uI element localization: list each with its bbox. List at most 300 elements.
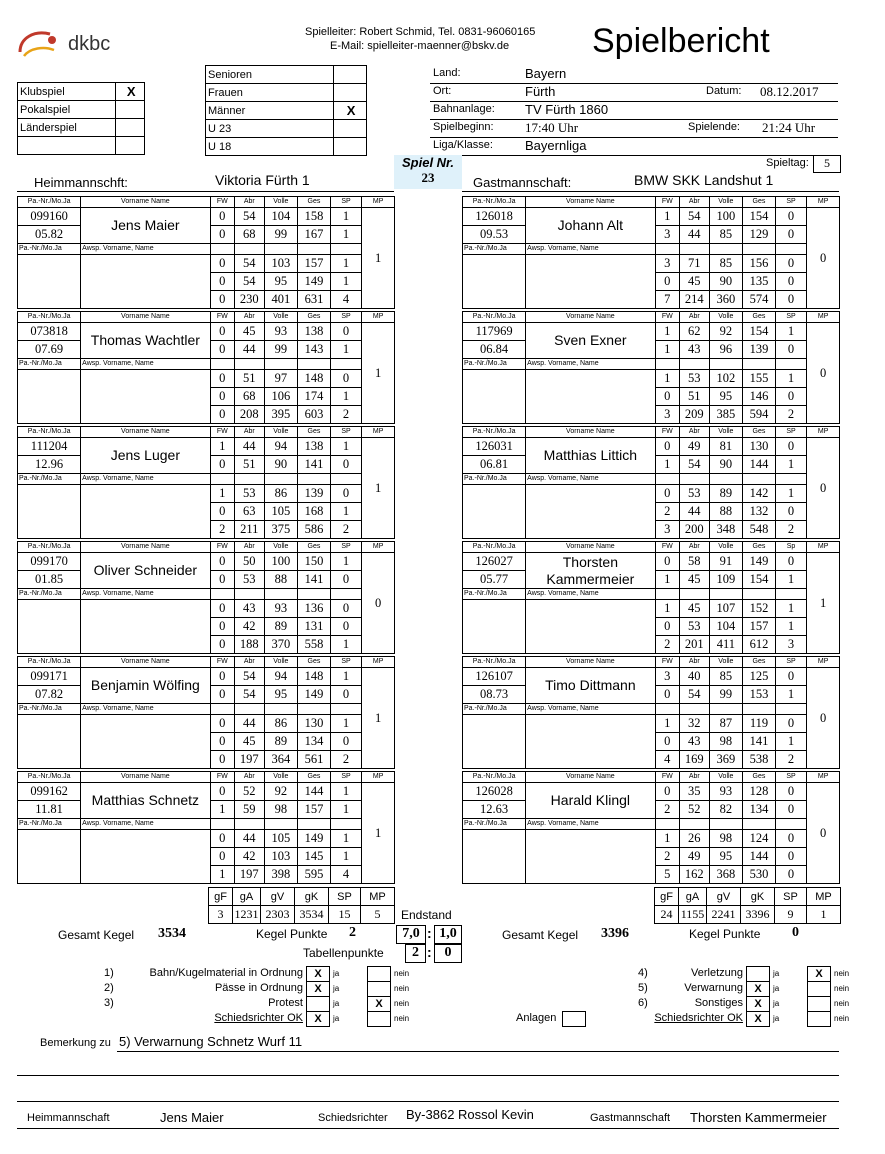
total-header: gV — [707, 888, 741, 906]
score-cell: 128 — [743, 783, 776, 801]
nein-label: nein — [834, 984, 850, 993]
score-cell: 82 — [709, 801, 743, 819]
guest-team-label: Gastmannschaft: — [473, 175, 572, 190]
score-cell: 0 — [210, 341, 234, 359]
footer-schieds-label: Schiedsrichter — [318, 1112, 388, 1124]
dkbc-logo — [16, 26, 116, 62]
score-cell: 558 — [298, 636, 331, 654]
score-cell: 98 — [709, 733, 743, 751]
ende-label: Spielende: — [688, 121, 740, 133]
home-player-block — [17, 541, 395, 654]
home-player-block — [17, 656, 395, 769]
pa-header: Pa.-Nr./Mo.Ja — [463, 704, 526, 715]
score-cell: 0 — [775, 715, 807, 733]
score-cell: 95 — [264, 686, 298, 704]
mp-header: MP — [362, 542, 395, 553]
name-header: Vorname Name — [81, 197, 210, 208]
substitute-name — [526, 600, 655, 654]
score-cell: 188 — [235, 636, 265, 654]
nein-checkbox[interactable] — [367, 966, 391, 982]
total-value: 1155 — [679, 906, 707, 924]
abr-header: Abr — [235, 657, 265, 668]
player-name: Jens Maier — [81, 208, 210, 244]
score-cell: 0 — [210, 208, 234, 226]
ja-checkbox[interactable]: X — [306, 966, 330, 982]
score-cell: 0 — [210, 323, 234, 341]
fw-header: FW — [210, 772, 234, 783]
total-value: 3 — [209, 906, 233, 924]
score-cell: 85 — [709, 255, 743, 273]
score-row — [463, 370, 840, 388]
colon-1: : — [427, 925, 432, 941]
score-cell: 26 — [680, 830, 710, 848]
spieltyp-label — [18, 137, 116, 155]
score-cell: 1 — [655, 600, 679, 618]
ja-label: ja — [333, 984, 340, 993]
nein-label: nein — [394, 984, 410, 993]
score-cell: 139 — [298, 485, 331, 503]
score-cell: 1 — [655, 456, 679, 474]
substitute-header: Awsp. Vorname, Name — [81, 359, 210, 370]
pa-header: Pa.-Nr./Mo.Ja — [463, 427, 526, 438]
empty-cell — [235, 819, 265, 830]
match-point: 0 — [807, 323, 840, 424]
pass-number: 099160 — [18, 208, 81, 226]
ja-checkbox[interactable]: X — [746, 1011, 770, 1027]
pa-header: Pa.-Nr./Mo.Ja — [463, 819, 526, 830]
score-cell: 174 — [298, 388, 331, 406]
birth-month-year: 07.82 — [18, 686, 81, 704]
check-label: Pässe in Ordnung — [214, 982, 303, 994]
score-cell: 51 — [235, 370, 265, 388]
volle-header: Volle — [709, 427, 743, 438]
score-cell: 149 — [298, 686, 331, 704]
pa-header: Pa.-Nr./Mo.Ja — [18, 704, 81, 715]
birth-month-year: 05.77 — [463, 571, 526, 589]
abr-header: Abr — [235, 542, 265, 553]
column-header-row — [463, 197, 840, 208]
score-cell: 2 — [775, 406, 807, 424]
empty-cell — [298, 474, 331, 485]
score-cell: 0 — [655, 618, 679, 636]
score-cell: 88 — [709, 503, 743, 521]
score-cell: 42 — [235, 618, 265, 636]
birth-month-year: 09.53 — [463, 226, 526, 244]
score-cell: 94 — [264, 668, 298, 686]
ja-checkbox[interactable]: X — [746, 996, 770, 1012]
total-header: gK — [741, 888, 775, 906]
spieltyp-mark[interactable] — [116, 137, 145, 155]
score-cell: 395 — [264, 406, 298, 424]
player-name: Thorsten Kammermeier — [526, 553, 655, 589]
score-cell: 1 — [210, 801, 234, 819]
fw-header: FW — [210, 197, 234, 208]
substitute-pa — [463, 830, 526, 884]
score-cell: 53 — [235, 485, 265, 503]
volle-header: Volle — [264, 772, 298, 783]
score-cell: 134 — [743, 801, 776, 819]
score-cell: 54 — [235, 668, 265, 686]
klasse-label: U 18 — [206, 138, 334, 156]
player-name: Jens Luger — [81, 438, 210, 474]
score-cell: 45 — [680, 600, 710, 618]
score-cell: 0 — [775, 341, 807, 359]
empty-cell — [210, 474, 234, 485]
score-cell: 156 — [743, 255, 776, 273]
empty-cell — [680, 704, 710, 715]
spieltyp-table — [17, 82, 145, 155]
empty-cell — [709, 359, 743, 370]
score-cell: 530 — [743, 866, 776, 884]
column-header-row — [18, 312, 395, 323]
empty-cell — [775, 704, 807, 715]
player-name: Matthias Schnetz — [81, 783, 210, 819]
abr-header: Abr — [235, 772, 265, 783]
bahn-value: TV Fürth 1860 — [525, 102, 609, 117]
empty-cell — [680, 359, 710, 370]
score-cell: 0 — [330, 733, 362, 751]
volle-header: Volle — [264, 197, 298, 208]
beginn-label: Spielbeginn: — [433, 121, 494, 133]
abr-header: Abr — [235, 427, 265, 438]
substitute-header-row — [18, 474, 395, 485]
check-number: 5) — [638, 982, 648, 994]
fw-header: FW — [210, 312, 234, 323]
score-cell: 100 — [709, 208, 743, 226]
name-header: Vorname Name — [81, 542, 210, 553]
empty-cell — [680, 819, 710, 830]
klasse-mark[interactable] — [334, 84, 367, 102]
empty-cell — [709, 474, 743, 485]
score-cell: 68 — [235, 388, 265, 406]
spielnr-value: 23 — [421, 170, 435, 185]
score-cell: 208 — [235, 406, 265, 424]
klasse-mark[interactable] — [334, 120, 367, 138]
nein-label: nein — [394, 999, 410, 1008]
substitute-pa — [463, 485, 526, 539]
nein-checkbox[interactable] — [367, 981, 391, 997]
score-cell: 1 — [775, 370, 807, 388]
substitute-pa — [18, 715, 81, 769]
score-cell: 119 — [743, 715, 776, 733]
score-cell: 52 — [680, 801, 710, 819]
pa-header: Pa.-Nr./Mo.Ja — [18, 474, 81, 485]
score-cell: 0 — [210, 830, 234, 848]
empty-cell — [655, 359, 679, 370]
player-name: Thomas Wachtler — [81, 323, 210, 359]
empty-cell — [743, 474, 776, 485]
pass-number: 126031 — [463, 438, 526, 456]
ja-checkbox[interactable]: X — [306, 981, 330, 997]
score-cell: 0 — [775, 830, 807, 848]
score-cell: 0 — [775, 273, 807, 291]
klasse-row — [206, 102, 367, 120]
column-header-row — [18, 542, 395, 553]
pass-number: 099170 — [18, 553, 81, 571]
match-point: 1 — [362, 208, 395, 309]
score-cell: 0 — [775, 388, 807, 406]
fw-header: FW — [655, 657, 679, 668]
score-cell: 162 — [680, 866, 710, 884]
pa-header: Pa.-Nr./Mo.Ja — [463, 474, 526, 485]
score-cell: 214 — [680, 291, 710, 309]
score-cell: 595 — [298, 866, 331, 884]
mp-header: MP — [807, 772, 840, 783]
spieltyp-mark[interactable] — [116, 119, 145, 137]
ja-checkbox[interactable]: X — [746, 981, 770, 997]
spieltyp-mark[interactable] — [116, 101, 145, 119]
footer-gast-label: Gastmannschaft — [590, 1112, 671, 1124]
score-cell: 58 — [680, 553, 710, 571]
guest-totals-table — [654, 887, 841, 924]
empty-cell — [655, 474, 679, 485]
column-header-row — [463, 772, 840, 783]
score-cell: 197 — [235, 751, 265, 769]
name-header: Vorname Name — [81, 657, 210, 668]
ja-label: ja — [333, 999, 340, 1008]
ges-header: Ges — [298, 197, 331, 208]
score-cell: 143 — [298, 341, 331, 359]
nein-checkbox[interactable] — [807, 1011, 831, 1027]
score-cell: 44 — [235, 438, 265, 456]
score-cell: 54 — [235, 255, 265, 273]
score-cell: 548 — [743, 521, 776, 539]
mp-header: MP — [807, 542, 840, 553]
pass-number: 126107 — [463, 668, 526, 686]
substitute-header: Awsp. Vorname, Name — [526, 359, 655, 370]
score-cell: 1 — [330, 715, 362, 733]
score-cell: 0 — [210, 226, 234, 244]
score-cell: 130 — [743, 438, 776, 456]
empty-cell — [775, 474, 807, 485]
sp-header: SP — [330, 312, 362, 323]
score-cell: 2 — [655, 503, 679, 521]
score-cell: 3 — [655, 406, 679, 424]
score-cell: 1 — [655, 341, 679, 359]
spieltyp-label: Länderspiel — [18, 119, 116, 137]
klasse-mark[interactable] — [334, 138, 367, 156]
score-cell: 1 — [655, 571, 679, 589]
total-header: gF — [209, 888, 233, 906]
substitute-header-row — [463, 819, 840, 830]
score-row — [463, 715, 840, 733]
score-cell: 45 — [235, 733, 265, 751]
ja-checkbox[interactable]: X — [306, 1011, 330, 1027]
birth-month-year: 12.63 — [463, 801, 526, 819]
column-header-row — [18, 657, 395, 668]
nein-checkbox[interactable] — [807, 981, 831, 997]
mp-header: MP — [362, 312, 395, 323]
score-cell: 612 — [743, 636, 776, 654]
birth-month-year: 05.82 — [18, 226, 81, 244]
match-point: 1 — [362, 668, 395, 769]
score-cell: 89 — [709, 485, 743, 503]
match-point: 0 — [807, 438, 840, 539]
empty-cell — [743, 359, 776, 370]
score-cell: 89 — [264, 733, 298, 751]
score-cell: 0 — [775, 291, 807, 309]
score-cell: 1 — [210, 438, 234, 456]
empty-cell — [330, 359, 362, 370]
score-cell: 54 — [680, 456, 710, 474]
score-cell: 90 — [264, 456, 298, 474]
score-cell: 99 — [264, 226, 298, 244]
empty-cell — [330, 589, 362, 600]
empty-cell — [743, 244, 776, 255]
score-cell: 0 — [775, 866, 807, 884]
score-cell: 360 — [709, 291, 743, 309]
ges-header: Ges — [298, 312, 331, 323]
empty-cell — [655, 589, 679, 600]
ja-checkbox[interactable] — [746, 966, 770, 982]
score-cell: 0 — [210, 553, 234, 571]
volle-header: Volle — [264, 427, 298, 438]
score-cell: 43 — [680, 341, 710, 359]
column-header-row — [463, 312, 840, 323]
score-cell: 85 — [709, 668, 743, 686]
empty-cell — [264, 244, 298, 255]
nein-label: nein — [834, 1014, 850, 1023]
score-cell: 1 — [655, 715, 679, 733]
check-number: 2) — [104, 982, 114, 994]
datum-label: Datum: — [706, 85, 742, 97]
empty-cell — [210, 704, 234, 715]
empty-cell — [655, 819, 679, 830]
ja-label: ja — [333, 969, 340, 978]
ja-label: ja — [333, 1014, 340, 1023]
substitute-name — [526, 370, 655, 424]
score-cell: 1 — [330, 801, 362, 819]
score-row — [463, 208, 840, 226]
score-cell: 146 — [743, 388, 776, 406]
klasse-mark[interactable] — [334, 66, 367, 84]
score-cell: 230 — [235, 291, 265, 309]
fw-header: FW — [655, 197, 679, 208]
score-cell: 71 — [680, 255, 710, 273]
ja-label: ja — [773, 984, 780, 993]
abr-header: Abr — [680, 657, 710, 668]
score-row — [463, 830, 840, 848]
guest-player-block — [462, 311, 840, 424]
spieltyp-mark[interactable]: X — [116, 83, 145, 101]
empty-cell — [298, 704, 331, 715]
score-cell: 0 — [210, 751, 234, 769]
score-cell: 0 — [210, 406, 234, 424]
bemerkung-value: 5) Verwarnung Schnetz Wurf 11 — [119, 1034, 303, 1049]
pa-header: Pa.-Nr./Mo.Ja — [18, 312, 81, 323]
pass-number: 126018 — [463, 208, 526, 226]
liga-label: Liga/Klasse: — [433, 139, 493, 151]
check-number: 6) — [638, 997, 648, 1009]
score-cell: 141 — [743, 733, 776, 751]
ja-checkbox[interactable] — [306, 996, 330, 1012]
home-totals-table — [208, 887, 395, 924]
abr-header: Abr — [235, 312, 265, 323]
pa-header: Pa.-Nr./Mo.Ja — [463, 657, 526, 668]
score-cell: 154 — [743, 208, 776, 226]
score-cell: 44 — [235, 341, 265, 359]
score-cell: 0 — [210, 571, 234, 589]
ges-header: Ges — [298, 657, 331, 668]
substitute-header-row — [18, 359, 395, 370]
substitute-pa — [463, 715, 526, 769]
score-cell: 134 — [298, 733, 331, 751]
total-header: gA — [679, 888, 707, 906]
score-cell: 98 — [264, 801, 298, 819]
score-cell: 94 — [264, 438, 298, 456]
nein-checkbox[interactable] — [807, 996, 831, 1012]
ges-header: Ges — [743, 772, 776, 783]
score-cell: 138 — [298, 438, 331, 456]
mp-header: MP — [807, 427, 840, 438]
substitute-header: Awsp. Vorname, Name — [81, 819, 210, 830]
score-cell: 95 — [709, 848, 743, 866]
total-header: gF — [655, 888, 679, 906]
ges-header: Ges — [743, 657, 776, 668]
check-number: 4) — [638, 967, 648, 979]
score-cell: 0 — [330, 456, 362, 474]
score-cell: 99 — [709, 686, 743, 704]
spieltyp-row — [18, 83, 145, 101]
total-header: MP — [807, 888, 841, 906]
score-cell: 0 — [210, 733, 234, 751]
score-cell: 103 — [264, 848, 298, 866]
spielnr-label: Spiel Nr. — [401, 155, 455, 170]
spielleiter-line: Spielleiter: Robert Schmid, Tel. 0831-96060165 — [305, 26, 536, 38]
score-cell: 43 — [235, 600, 265, 618]
score-cell: 51 — [680, 388, 710, 406]
land-value: Bayern — [525, 66, 567, 81]
klasse-mark[interactable]: X — [334, 102, 367, 120]
ges-header: Ges — [298, 772, 331, 783]
abr-header: Abr — [680, 312, 710, 323]
sp-header: SP — [330, 772, 362, 783]
pass-number: 126027 — [463, 553, 526, 571]
nein-checkbox[interactable]: X — [807, 966, 831, 982]
score-cell: 368 — [709, 866, 743, 884]
nein-checkbox[interactable]: X — [367, 996, 391, 1012]
check-label: Verletzung — [691, 967, 743, 979]
empty-cell — [264, 819, 298, 830]
score-cell: 1 — [330, 553, 362, 571]
name-header: Vorname Name — [526, 197, 655, 208]
nein-checkbox[interactable] — [367, 1011, 391, 1027]
substitute-header-row — [18, 589, 395, 600]
score-cell: 93 — [264, 600, 298, 618]
score-cell: 0 — [655, 783, 679, 801]
score-cell: 0 — [210, 783, 234, 801]
pa-header: Pa.-Nr./Mo.Ja — [18, 657, 81, 668]
score-cell: 99 — [264, 341, 298, 359]
home-gesamt-label: Gesamt Kegel — [58, 928, 135, 942]
spieltag-label: Spieltag: — [766, 157, 809, 169]
score-cell: 574 — [743, 291, 776, 309]
score-cell: 2 — [330, 521, 362, 539]
score-cell: 0 — [775, 783, 807, 801]
score-cell: 0 — [210, 273, 234, 291]
total-value: 24 — [655, 906, 679, 924]
home-player-block — [17, 311, 395, 424]
substitute-header-row — [18, 819, 395, 830]
name-header: Vorname Name — [81, 427, 210, 438]
score-cell: 135 — [743, 273, 776, 291]
total-value: 5 — [361, 906, 395, 924]
substitute-name — [81, 830, 210, 884]
player-name: Matthias Littich — [526, 438, 655, 474]
match-point: 1 — [362, 323, 395, 424]
anlagen-checkbox[interactable] — [562, 1011, 586, 1027]
check-label: Bahn/Kugelmaterial in Ordnung — [149, 967, 303, 979]
